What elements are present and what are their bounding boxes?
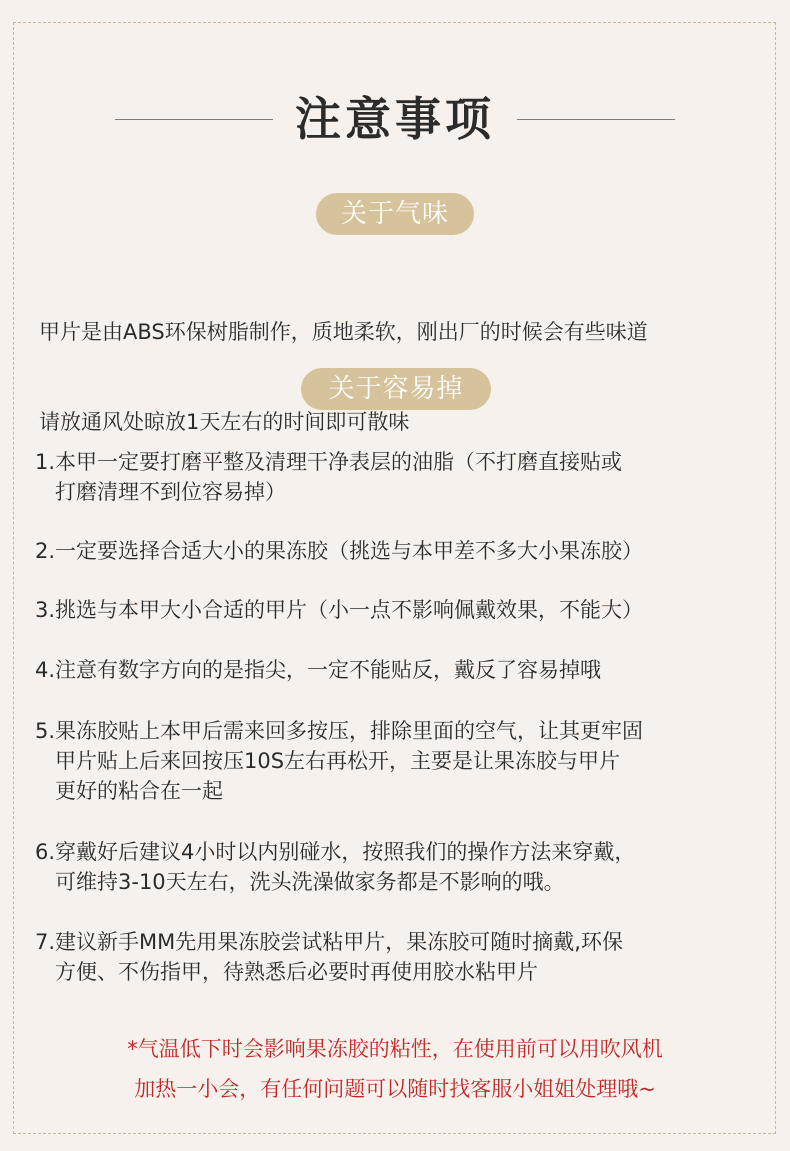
tip-line: 1.本甲一定要打磨平整及清理干净表层的油脂（不打磨直接贴或 [35, 450, 623, 474]
tip-line: 4.注意有数字方向的是指尖，一定不能贴反，戴反了容易掉哦 [35, 658, 602, 682]
tip-item-5 [35, 716, 765, 806]
tip-line: 甲片贴上后来回按压10S左右再松开，主要是让果冻胶与甲片 [55, 749, 621, 773]
tip-line: 3.挑选与本甲大小合适的甲片（小一点不影响佩戴效果，不能大） [35, 598, 644, 622]
tip-item-6 [35, 837, 765, 897]
tip-line: 5.果冻胶贴上本甲后需来回多按压，排除里面的空气，让其更牢固 [35, 719, 644, 743]
warning-line: 加热一小会，有任何问题可以随时找客服小姐姐处理哦~ [134, 1077, 656, 1101]
tip-item-4 [35, 655, 765, 685]
tip-line: 6.穿戴好后建议4小时以内别碰水，按照我们的操作方法来穿戴， [35, 840, 636, 864]
section-badge-falloff: 关于容易掉 [301, 368, 491, 410]
smell-line: 请放通风处晾放1天左右的时间即可散味 [39, 410, 410, 434]
warning-line: *气温低下时会影响果冻胶的粘性，在使用前可以用吹风机 [127, 1037, 663, 1061]
tip-item-1 [35, 447, 765, 507]
smell-line: 甲片是由ABS环保树脂制作，质地柔软，刚出厂的时候会有些味道 [39, 320, 648, 344]
tip-item-3 [35, 595, 765, 625]
tip-line: 可维持3-10天左右，洗头洗澡做家务都是不影响的哦。 [55, 870, 565, 894]
tip-item-2 [35, 536, 765, 566]
smell-paragraph [39, 257, 769, 467]
tip-line: 打磨清理不到位容易掉） [55, 480, 286, 504]
page-title: 注意事项 [295, 92, 495, 146]
section-badge-smell: 关于气味 [316, 193, 474, 235]
title-right-divider [517, 119, 675, 120]
title-header [0, 84, 790, 154]
tip-line: 7.建议新手MM先用果冻胶尝试粘甲片，果冻胶可随时摘戴,环保 [35, 930, 623, 954]
title-left-divider [115, 119, 273, 120]
tip-item-7 [35, 927, 765, 987]
tip-line: 2.一定要选择合适大小的果冻胶（挑选与本甲差不多大小果冻胶） [35, 539, 644, 563]
tip-line: 方便、不伤指甲，待熟悉后必要时再使用胶水粘甲片 [55, 960, 538, 984]
warning-note [0, 1029, 790, 1109]
tip-line: 更好的粘合在一起 [55, 779, 223, 803]
